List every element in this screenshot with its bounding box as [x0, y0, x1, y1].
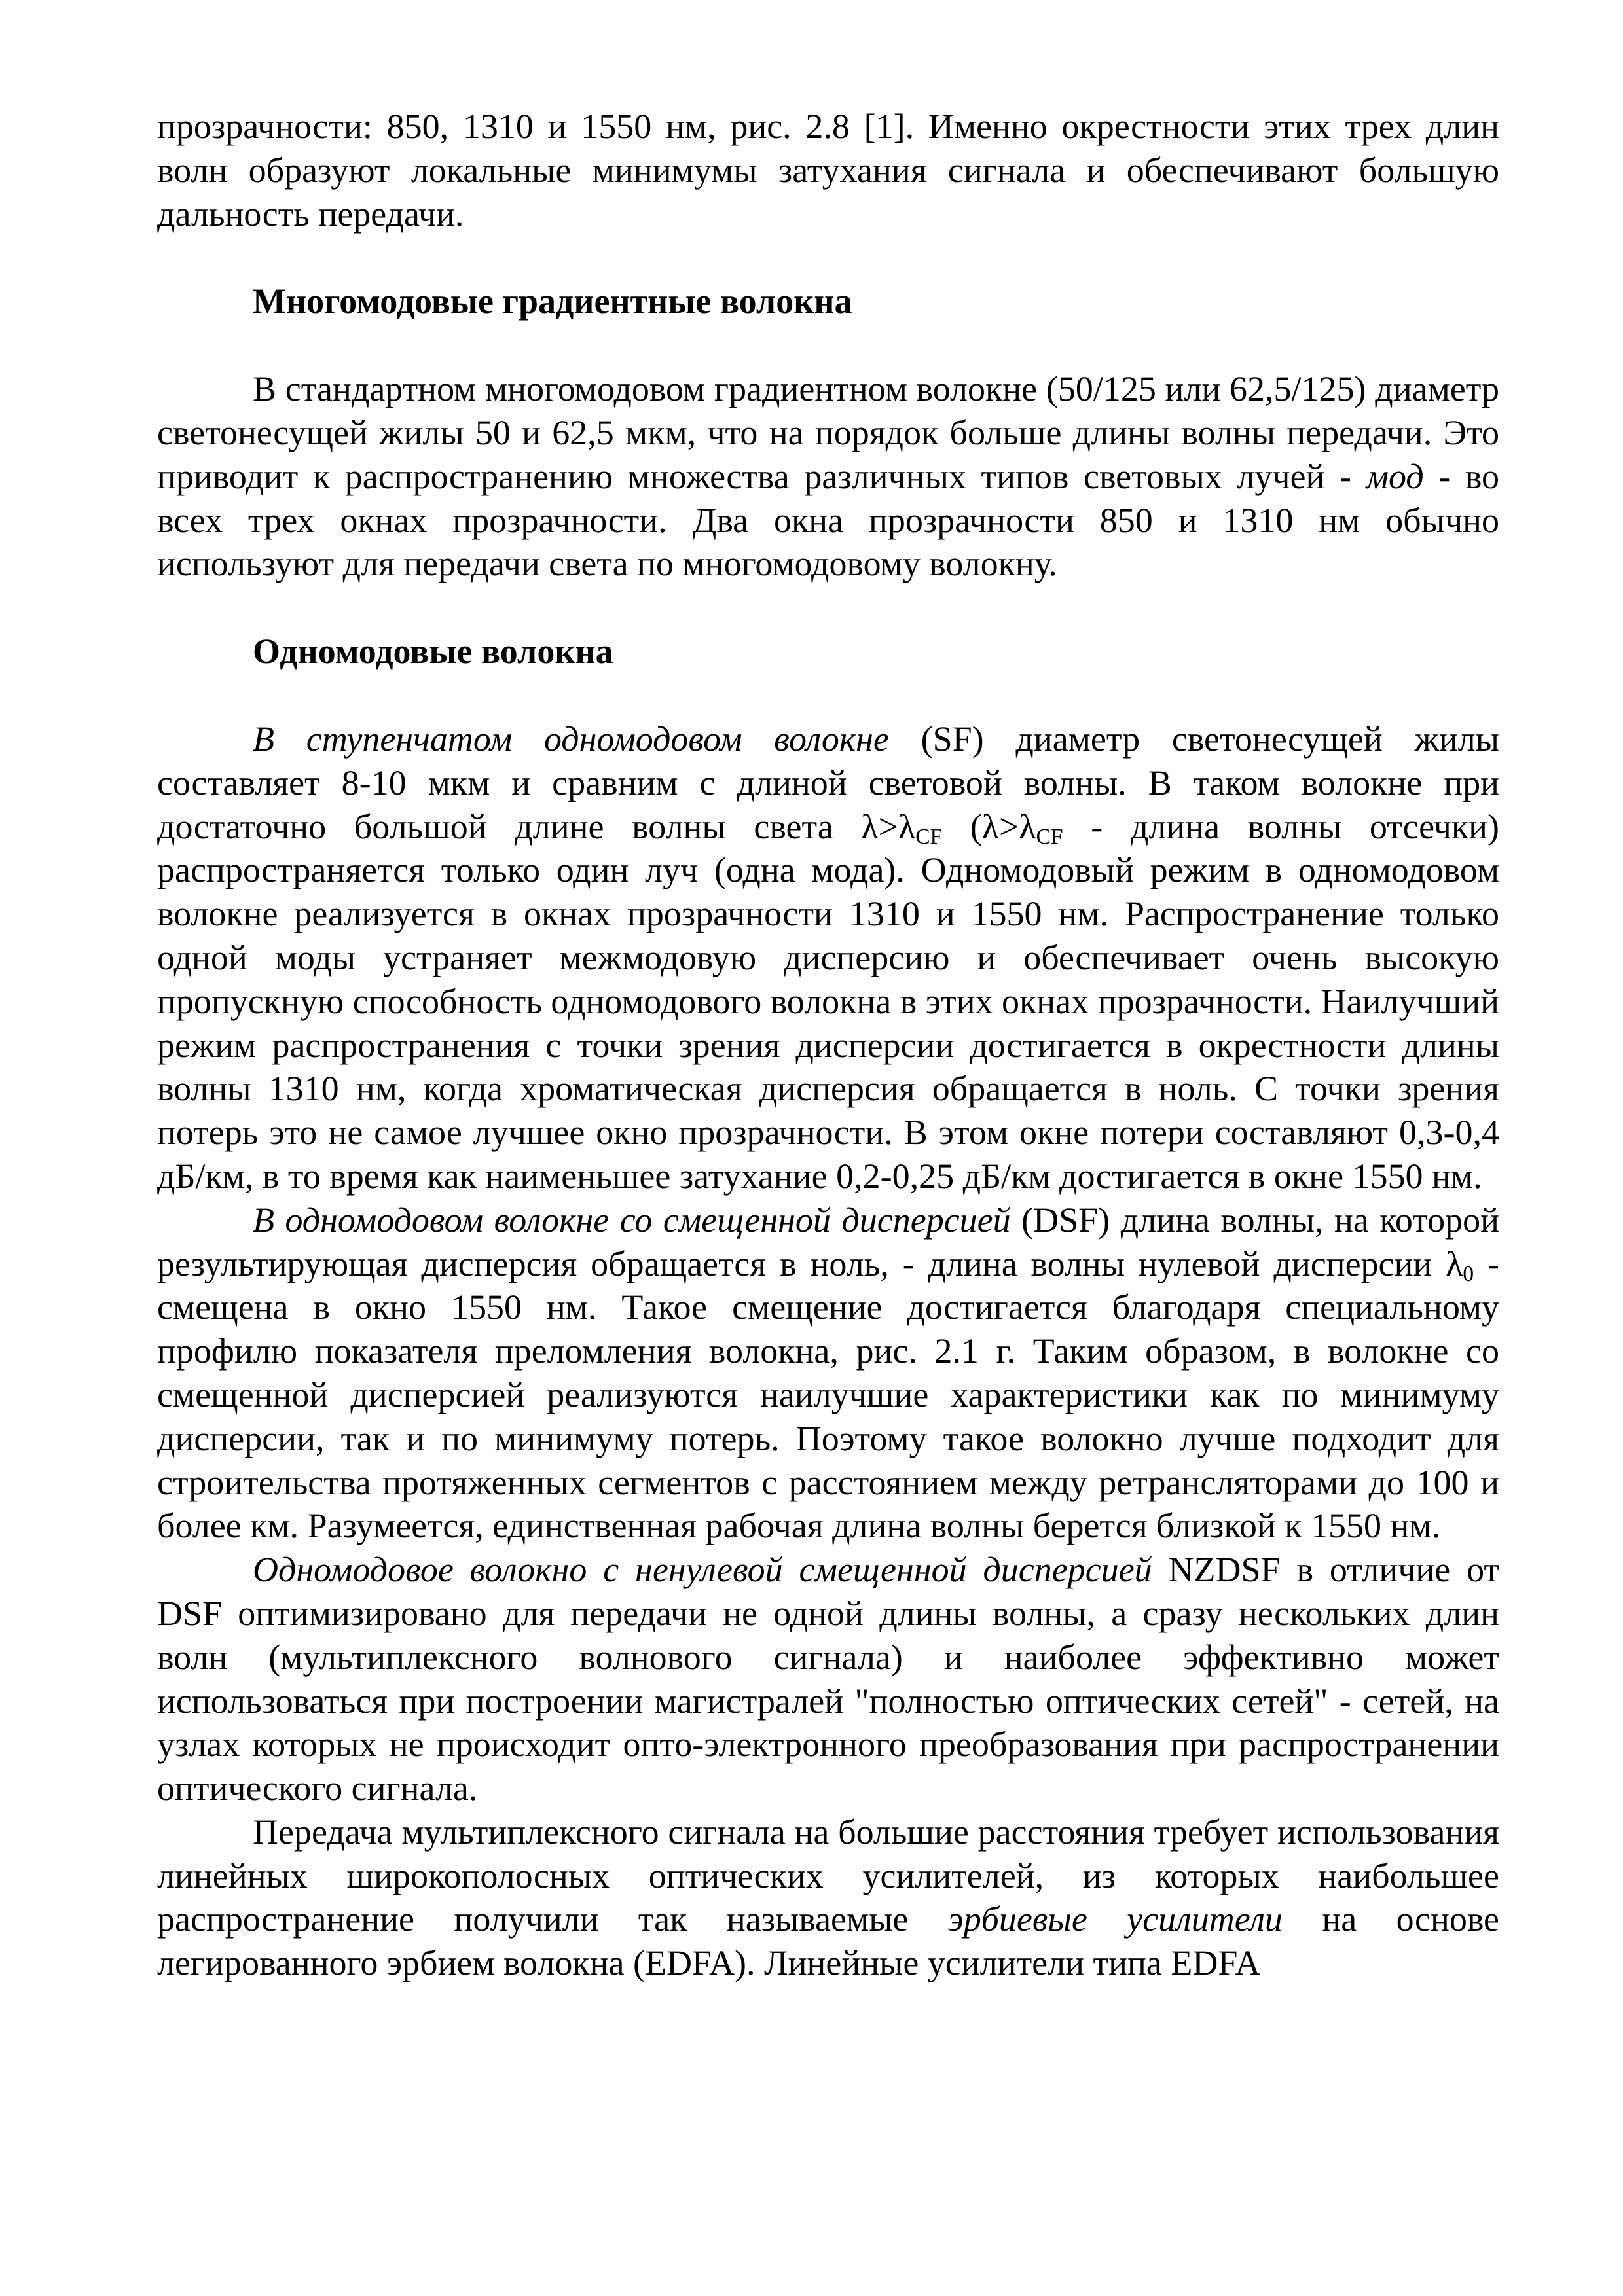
- document-page: [157, 105, 1499, 1985]
- text-run: Передача мультиплексного сигнала на большие расстояния требует использования линейных широкополосных оптических усилителей, из которых наибольшее распространение получили так называемые: [157, 1812, 1499, 1939]
- text-run: - смещена в окно 1550 нм. Такое смещение достигается благодаря специальному профилю показателя преломления волокна, рис. 2.1 г. Таким образом, в волокне со смещенной дисперсией реализуются наилучшие характеристики как по минимуму дисперсии, так и по минимуму потерь. Поэтому такое волокно лучше подходит для строительства протяженных сегментов с расстоянием между ретрансляторами до 100 и более км. Разумеется, единственная рабочая длина волны берется близкой к 1550 нм.: [157, 1244, 1499, 1546]
- text-run: - во всех трех окнах прозрачности. Два окна прозрачности 850 и 1310 нм обычно используют для передачи света по многомодовому волокну.: [157, 456, 1499, 584]
- paragraph-edfa: [157, 1810, 1499, 1985]
- subscript-zero: 0: [1463, 1261, 1474, 1286]
- paragraph-dsf: [157, 1198, 1499, 1548]
- lambda-symbol: λ>λ: [981, 806, 1036, 846]
- italic-term-erbium-amplifiers: эрбиевые усилители: [947, 1899, 1283, 1939]
- text-run: (DSF) длина волны, на которой результирующая дисперсия обращается в ноль, - длина волны нулевой дисперсии: [157, 1200, 1499, 1283]
- italic-term-sf: В ступенчатом одномодовом волокне: [253, 719, 889, 759]
- italic-term-dsf: В одномодовом волокне со смещенной дисперсией: [253, 1200, 1011, 1240]
- heading-singlemode-fibers: Одномодовые волокна: [253, 632, 613, 672]
- text-run: (: [942, 806, 982, 846]
- paragraph-nzdsf: [157, 1548, 1499, 1810]
- text-run: В стандартном многомодовом градиентном волокне (50/125 или 62,5/125) диаметр светонесущей жилы 50 и 62,5 мкм, что на порядок больше длины волны передачи. Это приводит к распространению множества различных типов световых лучей -: [157, 369, 1499, 496]
- paragraph-multimode-graded: [157, 367, 1499, 586]
- text-run: - длина волны отсечки) распространяется только один луч (одна мода). Одномодовый режим в одномодовом волокне реализуется в окнах прозрачности 1310 и 1550 нм. Распространение только одной моды устраняет межмодовую дисперсию и обеспечивает очень высокую пропускную способность одномодового волокна в этих окнах прозрачности. Наилучший режим распространения с точки зрения дисперсии достигается в окрестности длины волны 1310 нм, когда хроматическая дисперсия обращается в ноль. С точки зрения потерь это не самое лучшее окно прозрачности. В этом окне потери составляют 0,3-0,4 дБ/км, в то время как наименьшее затухание 0,2-0,25 дБ/км достигается в окне 1550 нм.: [157, 806, 1499, 1196]
- text-run: на основе легированного эрбием волокна (EDFA). Линейные усилители типа EDFA: [157, 1899, 1500, 1983]
- italic-term-mod: мод: [1366, 456, 1424, 496]
- heading-multimode-fibers: Многомодовые градиентные волокна: [253, 281, 852, 321]
- lambda-symbol: λ: [1446, 1244, 1463, 1283]
- text-run: (SF) диаметр светонесущей жилы составляет 8-10 мкм и сравним с длиной световой волны. В таком волокне при достаточно большой длине волны света: [157, 719, 1500, 846]
- subscript-cf: CF: [915, 824, 943, 849]
- subscript-cf: CF: [1036, 824, 1063, 849]
- lambda-symbol: λ>λ: [861, 806, 916, 846]
- intro-paragraph: прозрачности: 850, 1310 и 1550 нм, рис. 2.8 [1]. Именно окрестности этих трех длин волн образуют локальные минимумы затухания сигнала и обеспечивают большую дальность передачи.: [157, 107, 1499, 234]
- italic-term-nzdsf: Одномодовое волокно с ненулевой смещенной дисперсией: [253, 1550, 1152, 1590]
- paragraph-step-singlemode-sf: [157, 717, 1499, 1198]
- text-run: NZDSF в отличие от DSF оптимизировано для передачи не одной длины волны, а сразу нескольких длин волн (мультиплексного волнового сигнала) и наиболее эффективно может использоваться при построении магистралей "полностью оптических сетей" - сетей, на узлах которых не происходит опто-электронного преобразования при распространении оптического сигнала.: [157, 1550, 1499, 1808]
